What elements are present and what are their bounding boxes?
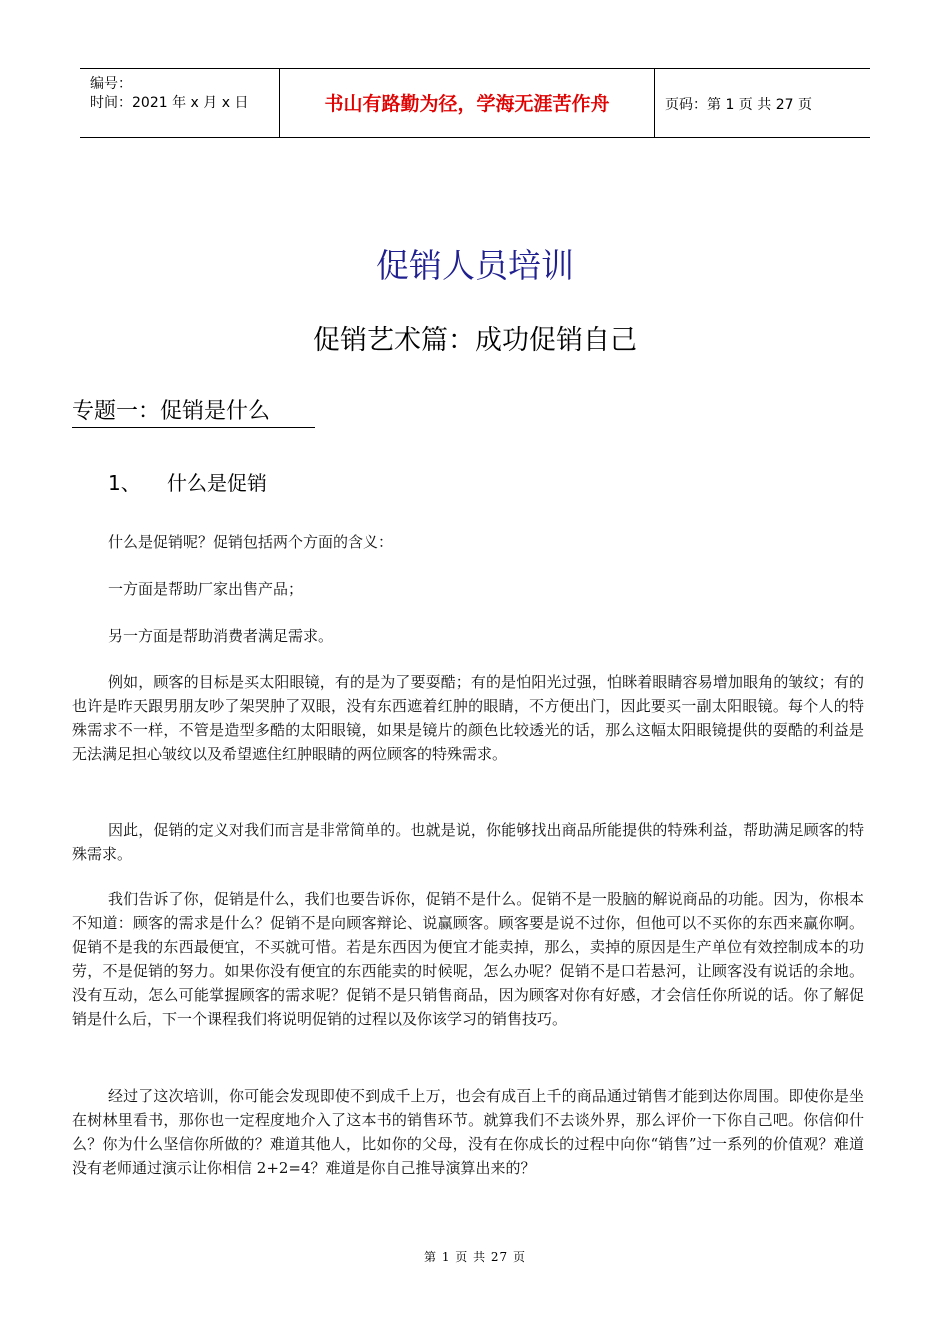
paragraph: 因此，促销的定义对我们而言是非常简单的。也就是说，你能够找出商品所能提供的特殊利益，帮助满足顾客的特殊需求。 — [72, 821, 864, 863]
header-page-cell — [655, 69, 870, 137]
document-number-label: 编号： — [90, 76, 132, 92]
page-footer: 第 1 页 共 27 页 — [424, 1250, 526, 1264]
section-number: 1、 — [108, 471, 141, 495]
paragraph: 我们告诉了你，促销是什么，我们也要告诉你，促销不是什么。促销不是一股脑的解说商品的功能。因为，你根本不知道：顾客的需求是什么？促销不是向顾客辩论、说赢顾客。顾客要是说不过你，但他可以不买你的东西来赢你啊。促销不是我的东西最便宜，不买就可惜。若是东西因为便宜才能卖掉，那么，卖掉的原因是生产单位有效控制成本的功劳，不是促销的努力。如果你没有便宜的东西能卖的时候呢，怎么办呢？促销不是口若悬河，让顾客没有说话的余地。没有互动，怎么可能掌握顾客的需求呢？促销不是只销售商品，因为顾客对你有好感，才会信任你所说的话。你了解促销是什么后，下一个课程我们将说明促销的过程以及你该学习的销售技巧。 — [72, 890, 864, 1028]
section-title: 什么是促销 — [167, 471, 267, 495]
document-date: 时间：2021 年 x 月 x 日 — [90, 95, 249, 111]
topic-heading: 专题一：促销是什么 — [72, 394, 315, 428]
header-info-cell — [80, 69, 280, 137]
document-subtitle: 促销艺术篇：成功促销自己 — [313, 325, 637, 356]
header-motto: 书山有路勤为径，学海无涯苦作舟 — [324, 93, 610, 115]
header-motto-cell — [280, 69, 655, 137]
header-page-info: 页码：第 1 页 共 27 页 — [665, 97, 812, 113]
document-title: 促销人员培训 — [376, 246, 574, 285]
paragraph: 另一方面是帮助消费者满足需求。 — [108, 627, 334, 645]
paragraph: 经过了这次培训，你可能会发现即使不到成千上万，也会有成百上千的商品通过销售才能到达你周围。即使你是坐在树林里看书，那你也一定程度地介入了这本书的销售环节。就算我们不去谈外界，那么评价一下你自己吧。你信仰什么？你为什么坚信你所做的？难道其他人，比如你的父母，没有在你成长的过程中向你“销售”过一系列的价值观？难道没有老师通过演示让你相信 2+2=4？难道是你自己推导演算出来的？ — [72, 1087, 864, 1177]
paragraph: 例如，顾客的目标是买太阳眼镜，有的是为了要耍酷；有的是怕阳光过强，怕眯着眼睛容易增加眼角的皱纹；有的也许是昨天跟男朋友吵了架哭肿了双眼，没有东西遮着红肿的眼睛，不方便出门，因此要买一副太阳眼镜。每个人的特殊需求不一样，不管是造型多酷的太阳眼镜，如果是镜片的颜色比较透光的话，那么这幅太阳眼镜提供的耍酷的利益是无法满足担心皱纹以及希望遮住红肿眼睛的两位顾客的特殊需求。 — [72, 673, 864, 763]
paragraph: 一方面是帮助厂家出售产品； — [108, 580, 304, 598]
header-table — [80, 68, 870, 138]
paragraph: 什么是促销呢？促销包括两个方面的含义： — [108, 533, 394, 551]
